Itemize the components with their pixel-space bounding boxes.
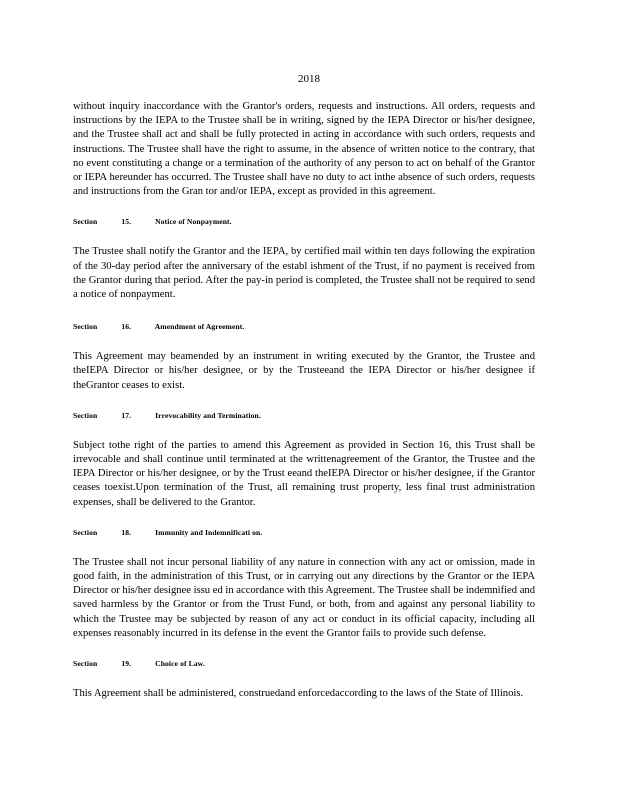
section-title: Amendment of Agreement. — [154, 322, 245, 332]
section-16-text: This Agreement may beamended by an instrument in writing executed by the Grantor, the Trustee and theIEPA Director or his/her designee, or by the Trusteeand the IEPA Director or his/her designee if theGrantor ceases to exist. — [73, 351, 535, 391]
section-18-text: The Trustee shall not incur personal liability of any nature in connection with any act or omission, made in good faith, in the administration of this Trust, or in carrying out any directions by the Grantor or the IEPA Director or his/her designee issu ed in accordance with this Agreement. The Trustee shall be indemnified and saved harmless by the Grantor or from the Trust Fund, or both, from and against any personal liability to which the Trustee may be subjected by reason of any act or conduct in its official capacity, including all expenses reasonably incurred in its defense in the event the Grantor fails to provide such defense. — [73, 556, 535, 639]
section-label: Section — [73, 322, 98, 332]
section-title: Immunity and Indemnificati on. — [155, 527, 263, 537]
section-label: Section — [73, 217, 98, 227]
section-17-heading — [73, 411, 535, 420]
section-label: Section — [73, 527, 98, 537]
section-number: 15. — [121, 217, 132, 227]
section-number: 18. — [121, 527, 132, 537]
section-15-text: The Trustee shall notify the Grantor and the IEPA, by certified mail within ten days following the expiration of the 30-day period after the anniversary of the establ ishment of the Trust, if no payment is received from the Grantor during that period. After the pay-in period is completed, the Trustee shall not be required to send a notice of nonpayment. — [73, 246, 535, 301]
section-title: Notice of Nonpayment. — [155, 217, 232, 227]
section-19-text: This Agreement shall be administered, construedand enforcedaccording to the laws of the State of Illinois. — [73, 688, 524, 700]
section-16-heading — [73, 322, 535, 331]
section-18-heading — [73, 528, 535, 537]
section-number: 19. — [121, 659, 132, 669]
section-15-heading — [73, 217, 535, 226]
document-body — [73, 100, 535, 701]
section-number: 17. — [121, 410, 132, 420]
page-number: 2018 — [298, 73, 320, 85]
section-label: Section — [73, 659, 98, 669]
section-title: Choice of Law. — [155, 659, 205, 669]
section-number: 16. — [121, 322, 132, 332]
section-title: Irrevocability and Termination. — [155, 410, 261, 420]
section-19-heading — [73, 659, 535, 668]
section-label: Section — [73, 410, 98, 420]
section-17-text: Subject tothe right of the parties to amend this Agreement as provided in Section 16, this Trust shall be irrevocable and shall continue until terminated at the writtenagreement of the Grantor, the Trustee and the IEPA Director or his/her designee, or by the Trust eeand theIEPA Director or his/her designee, if the Grantor ceases toexist.Upon termination of the Trust, all remaining trust property, less final trust administration expenses, shall be delivered to the Grantor. — [73, 439, 535, 508]
intro-paragraph: without inquiry inaccordance with the Grantor's orders, requests and instructions. All orders, requests and instructions by the IEPA to the Trustee shall be in writing, signed by the IEPA Director or his/her designee, and the Trustee shall act and shall be fully protected in acting in accordance with such orders, requests and instructions. The Trustee shall have the right to assume, in the absence of written notice to the contrary, that no event constituting a change or a termination of the authority of any person to act on behalf of the Grantor or IEPA hereunder has occurred. The Trustee shall have no duty to act inthe absence of such orders, requests and instructions from the Gran tor and/or IEPA, except as provided in this agreement. — [73, 101, 535, 198]
